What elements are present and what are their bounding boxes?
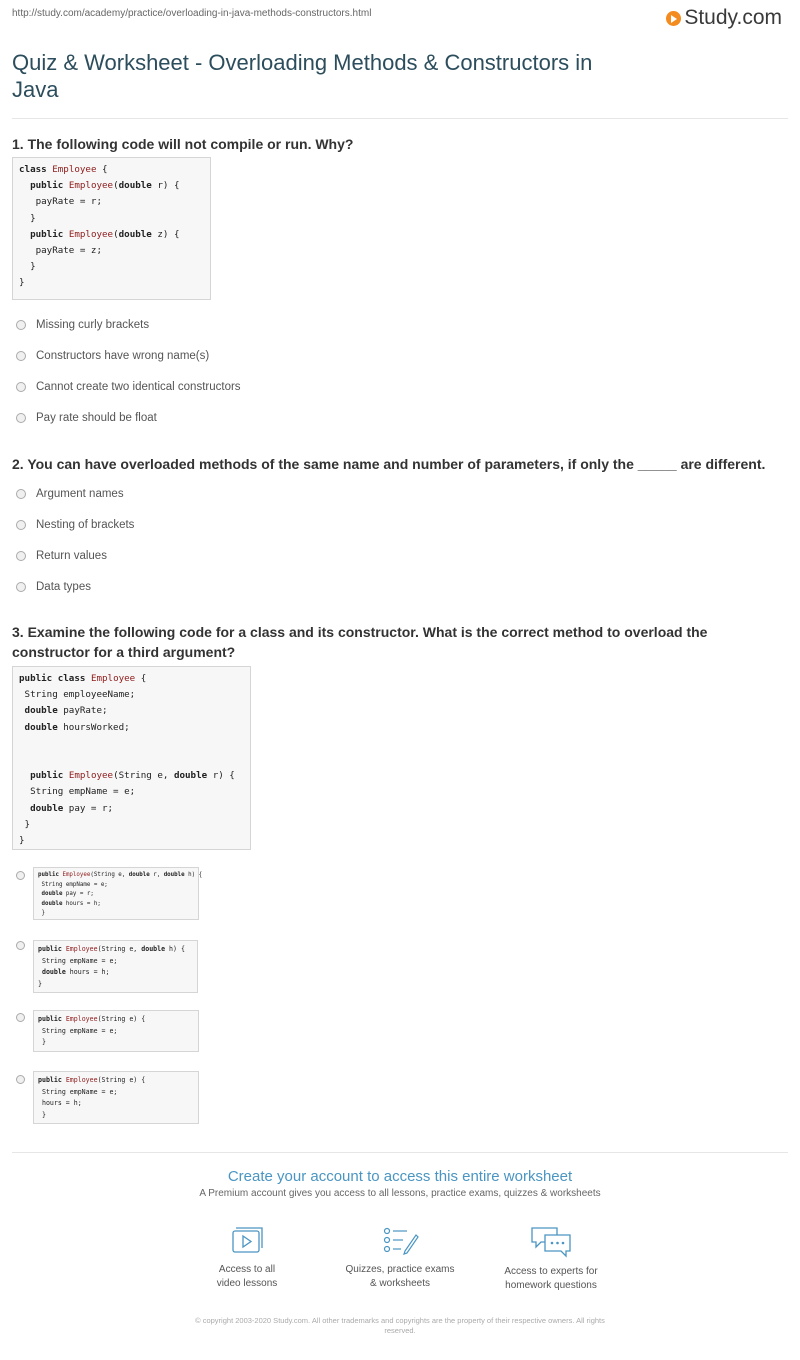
cta-divider	[12, 1152, 788, 1153]
radio-button[interactable]	[16, 413, 26, 423]
question-1-option-1[interactable]: Missing curly brackets	[16, 319, 149, 331]
chat-experts-icon	[529, 1225, 573, 1259]
question-2-option-3[interactable]: Return values	[16, 550, 107, 562]
feature-quizzes: Quizzes, practice exams & worksheets	[330, 1225, 470, 1291]
question-3-option-1-radio[interactable]	[16, 871, 25, 880]
question-2-prompt: 2. You can have overloaded methods of the same name and number of parameters, if only the _____ are different.	[12, 456, 766, 472]
question-1-option-2[interactable]: Constructors have wrong name(s)	[16, 350, 209, 362]
question-3-option-4[interactable]: public Employee(String e) { String empName = e; hours = h; }	[33, 1071, 199, 1124]
question-3-option-3-radio[interactable]	[16, 1013, 25, 1022]
question-2-option-2[interactable]: Nesting of brackets	[16, 519, 134, 531]
radio-button[interactable]	[16, 582, 26, 592]
page-url: http://study.com/academy/practice/overloading-in-java-methods-constructors.html	[12, 8, 372, 19]
question-3-option-1[interactable]: public Employee(String e, double r, double h) { String empName = e; double pay = r; double hours = h; }	[33, 867, 199, 920]
radio-button[interactable]	[16, 489, 26, 499]
radio-button[interactable]	[16, 520, 26, 530]
study-logo[interactable]	[666, 6, 782, 30]
logo-text: Study.com	[684, 6, 782, 29]
radio-button[interactable]	[16, 382, 26, 392]
cta-title[interactable]: Create your account to access this entire worksheet	[227, 1168, 573, 1185]
copyright-notice: © copyright 2003-2020 Study.com. All other trademarks and copyrights are the property of their respective owners. All rights reserved.	[195, 1316, 605, 1335]
feature-video-lessons: Access to all video lessons	[177, 1225, 317, 1291]
question-3-option-3[interactable]: public Employee(String e) { String empName = e; }	[33, 1010, 199, 1052]
question-3-option-2-radio[interactable]	[16, 941, 25, 950]
radio-button[interactable]	[16, 551, 26, 561]
video-lessons-icon	[228, 1225, 266, 1257]
question-1-option-3[interactable]: Cannot create two identical constructors	[16, 381, 241, 393]
question-1-option-4[interactable]: Pay rate should be float	[16, 412, 157, 424]
quiz-icon	[381, 1225, 419, 1257]
question-3-prompt: 3. Examine the following code for a class and its constructor. What is the correct method to overload the constructor for a third argument?	[12, 624, 708, 660]
page-title: Quiz & Worksheet - Overloading Methods & Constructors in Java	[12, 50, 593, 102]
header-divider	[12, 118, 788, 119]
question-3-code-block: public class Employee { String employeeName; double payRate; double hoursWorked; public Employee(String e, double r) { String empName = e; double pay = r; } }	[12, 666, 251, 850]
radio-button[interactable]	[16, 320, 26, 330]
play-logo-icon	[666, 11, 681, 26]
radio-button[interactable]	[16, 351, 26, 361]
question-1-code-block: class Employee { public Employee(double r) { payRate = r; } public Employee(double z) { payRate = z; } }	[12, 157, 211, 300]
question-2-option-4[interactable]: Data types	[16, 581, 91, 593]
question-2-option-1[interactable]: Argument names	[16, 488, 124, 500]
feature-experts: Access to experts for homework questions	[481, 1225, 621, 1293]
question-1-prompt: 1. The following code will not compile or run. Why?	[12, 136, 354, 152]
cta-subtitle: A Premium account gives you access to all lessons, practice exams, quizzes & worksheets	[199, 1188, 601, 1199]
question-3-option-4-radio[interactable]	[16, 1075, 25, 1084]
question-3-option-2[interactable]: public Employee(String e, double h) { String empName = e; double hours = h; }	[33, 940, 198, 993]
